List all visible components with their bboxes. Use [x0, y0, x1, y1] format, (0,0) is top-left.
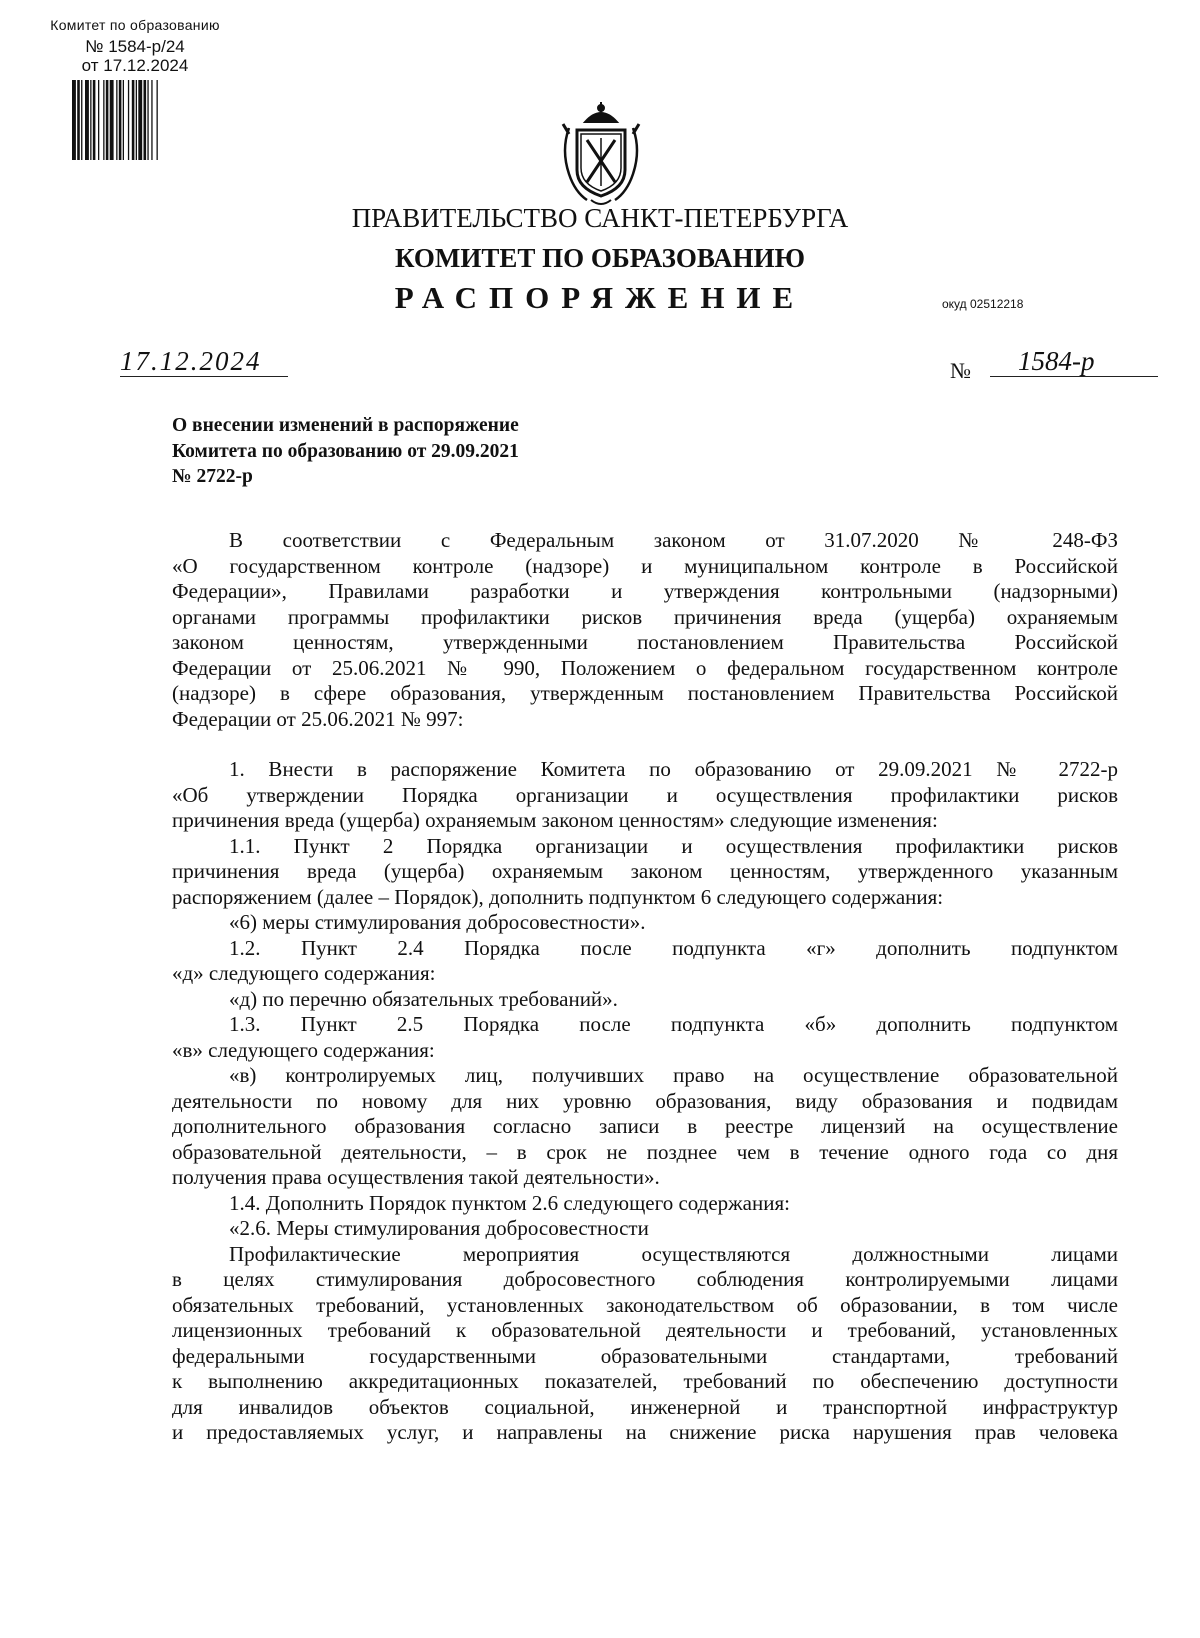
- body-line: органами программы профилактики рисков причинения вреда (ущерба) охраняемым: [172, 604, 1118, 629]
- barcode-bar: [128, 80, 129, 160]
- body-line: 1.3. Пункт 2.5 Порядка после подпункта «б» дополнить подпунктом: [229, 1012, 1118, 1036]
- body-line: деятельности по новому для них уровню образования, виду образования и подвидам: [172, 1088, 1118, 1113]
- body-line: законом ценностям, утвержденными постановлением Правительства Российской: [172, 630, 1118, 654]
- barcode-bar: [157, 80, 158, 160]
- stamp-number: № 1584-р/24: [85, 37, 185, 56]
- document-type: РАСПОРЯЖЕНИЕ: [394, 280, 806, 315]
- committee-title: КОМИТЕТ ПО ОБРАЗОВАНИЮ: [394, 243, 806, 273]
- body-line: получения права осуществления такой деятельности».: [172, 1165, 660, 1189]
- body-line: 1.2. Пункт 2.4 Порядка после подпункта «г» дополнить подпунктом: [229, 935, 1118, 960]
- handwritten-number: 1584-р: [990, 346, 1158, 377]
- body-line: Федерации», Правилами разработки и утверждения контрольными (надзорными): [172, 579, 1118, 603]
- body-line: образовательной деятельности, – в срок не позднее чем в течение одного года со дня: [172, 1139, 1118, 1164]
- body-line: к выполнению аккредитационных показателей, требований по обеспечению доступности: [172, 1369, 1118, 1393]
- body-line: «в» следующего содержания:: [172, 1037, 435, 1062]
- barcode-bar: [147, 80, 148, 160]
- body-line: лицензионных требований к образовательной деятельности и требований, установленных: [172, 1318, 1118, 1342]
- body-line: для инвалидов объектов социальной, инженерной и транспортной инфраструктур: [172, 1394, 1118, 1419]
- barcode-bar: [116, 80, 117, 160]
- subject-line: Комитета по образованию от 29.09.2021: [172, 440, 519, 462]
- body-line: Профилактические мероприятия осуществляются должностными лицами: [229, 1241, 1118, 1266]
- body-line: Федерации от 25.06.2021 № 997:: [172, 706, 464, 731]
- document-subject: [172, 413, 519, 490]
- body-line: «О государственном контроле (надзоре) и муниципальном контроле в Российской: [172, 553, 1118, 578]
- body-line: в целях стимулирования добросовестного соблюдения контролируемыми лицами: [172, 1267, 1118, 1291]
- body-line: «Об утверждении Порядка организации и осуществления профилактики рисков: [172, 782, 1118, 807]
- government-title: ПРАВИТЕЛЬСТВО САНКТ-ПЕТЕРБУРГА: [351, 203, 849, 233]
- barcode-bar: [77, 80, 80, 160]
- body-line: и предоставляемых услуг, и направлены на снижение риска нарушения прав человека: [172, 1420, 1118, 1444]
- subject-line: № 2722-р: [172, 466, 253, 487]
- body-line: 1.1. Пункт 2 Порядка организации и осуществления профилактики рисков: [229, 833, 1118, 858]
- handwritten-date: 17.12.2024: [120, 346, 288, 377]
- body-line: причинения вреда (ущерба) охраняемым законом ценностям» следующие изменения:: [172, 808, 938, 832]
- body-line: причинения вреда (ущерба) охраняемым законом ценностям, утвержденного указанным: [172, 859, 1118, 883]
- document-body: [172, 528, 1118, 1446]
- barcode-bar: [90, 80, 91, 160]
- barcode-bar: [106, 80, 109, 160]
- body-line: 1. Внести в распоряжение Комитета по образованию от 29.09.2021 № 2722-р: [229, 757, 1118, 781]
- barcode: [72, 80, 212, 160]
- barcode-bar: [144, 80, 147, 160]
- barcode-bar: [85, 80, 89, 160]
- body-line: «6) меры стимулирования добросовестности».: [229, 910, 646, 934]
- subject-line: О внесении изменений в распоряжение: [172, 415, 519, 436]
- okud-code: окуд 02512218: [942, 297, 1024, 311]
- number-label: №: [950, 358, 971, 383]
- barcode-bar: [123, 80, 124, 160]
- body-line: «2.6. Меры стимулирования добросовестности: [229, 1216, 649, 1240]
- barcode-bar: [151, 80, 152, 160]
- coat-of-arms-icon: [555, 100, 647, 210]
- barcode-bar: [138, 80, 142, 160]
- body-line: Федерации от 25.06.2021 № 990, Положением о федеральном государственном контроле: [172, 655, 1118, 680]
- body-line: «д) по перечню обязательных требований».: [229, 986, 618, 1011]
- barcode-bar: [98, 80, 99, 160]
- barcode-bar: [81, 80, 82, 160]
- barcode-bar: [136, 80, 137, 160]
- body-line: дополнительного образования согласно записи в реестре лицензий на осуществление: [172, 1114, 1118, 1138]
- body-line: федеральными государственными образовательными стандартами, требований: [172, 1343, 1118, 1368]
- barcode-bar: [132, 80, 135, 160]
- barcode-bar: [93, 80, 96, 160]
- registration-stamp: [0, 18, 270, 75]
- body-line: (надзоре) в сфере образования, утвержденным постановлением Правительства Российской: [172, 681, 1118, 705]
- barcode-bar: [110, 80, 114, 160]
- barcode-bar: [72, 80, 76, 160]
- barcode-bar: [103, 80, 104, 160]
- paragraph-gap: [172, 732, 1118, 757]
- body-line: «в) контролируемых лиц, получивших право на осуществление образовательной: [229, 1063, 1118, 1087]
- body-line: распоряжением (далее – Порядок), дополнить подпунктом 6 следующего содержания:: [172, 884, 944, 909]
- stamp-date: от 17.12.2024: [81, 56, 189, 75]
- stamp-org: Комитет по образованию: [50, 17, 220, 33]
- body-line: «д» следующего содержания:: [172, 961, 436, 985]
- barcode-bar: [119, 80, 122, 160]
- body-line: 1.4. Дополнить Порядок пунктом 2.6 следующего содержания:: [229, 1190, 790, 1215]
- body-line: В соответствии с Федеральным законом от 31.07.2020 № 248-ФЗ: [229, 528, 1118, 552]
- body-line: обязательных требований, установленных законодательством об образовании, в том числе: [172, 1292, 1118, 1317]
